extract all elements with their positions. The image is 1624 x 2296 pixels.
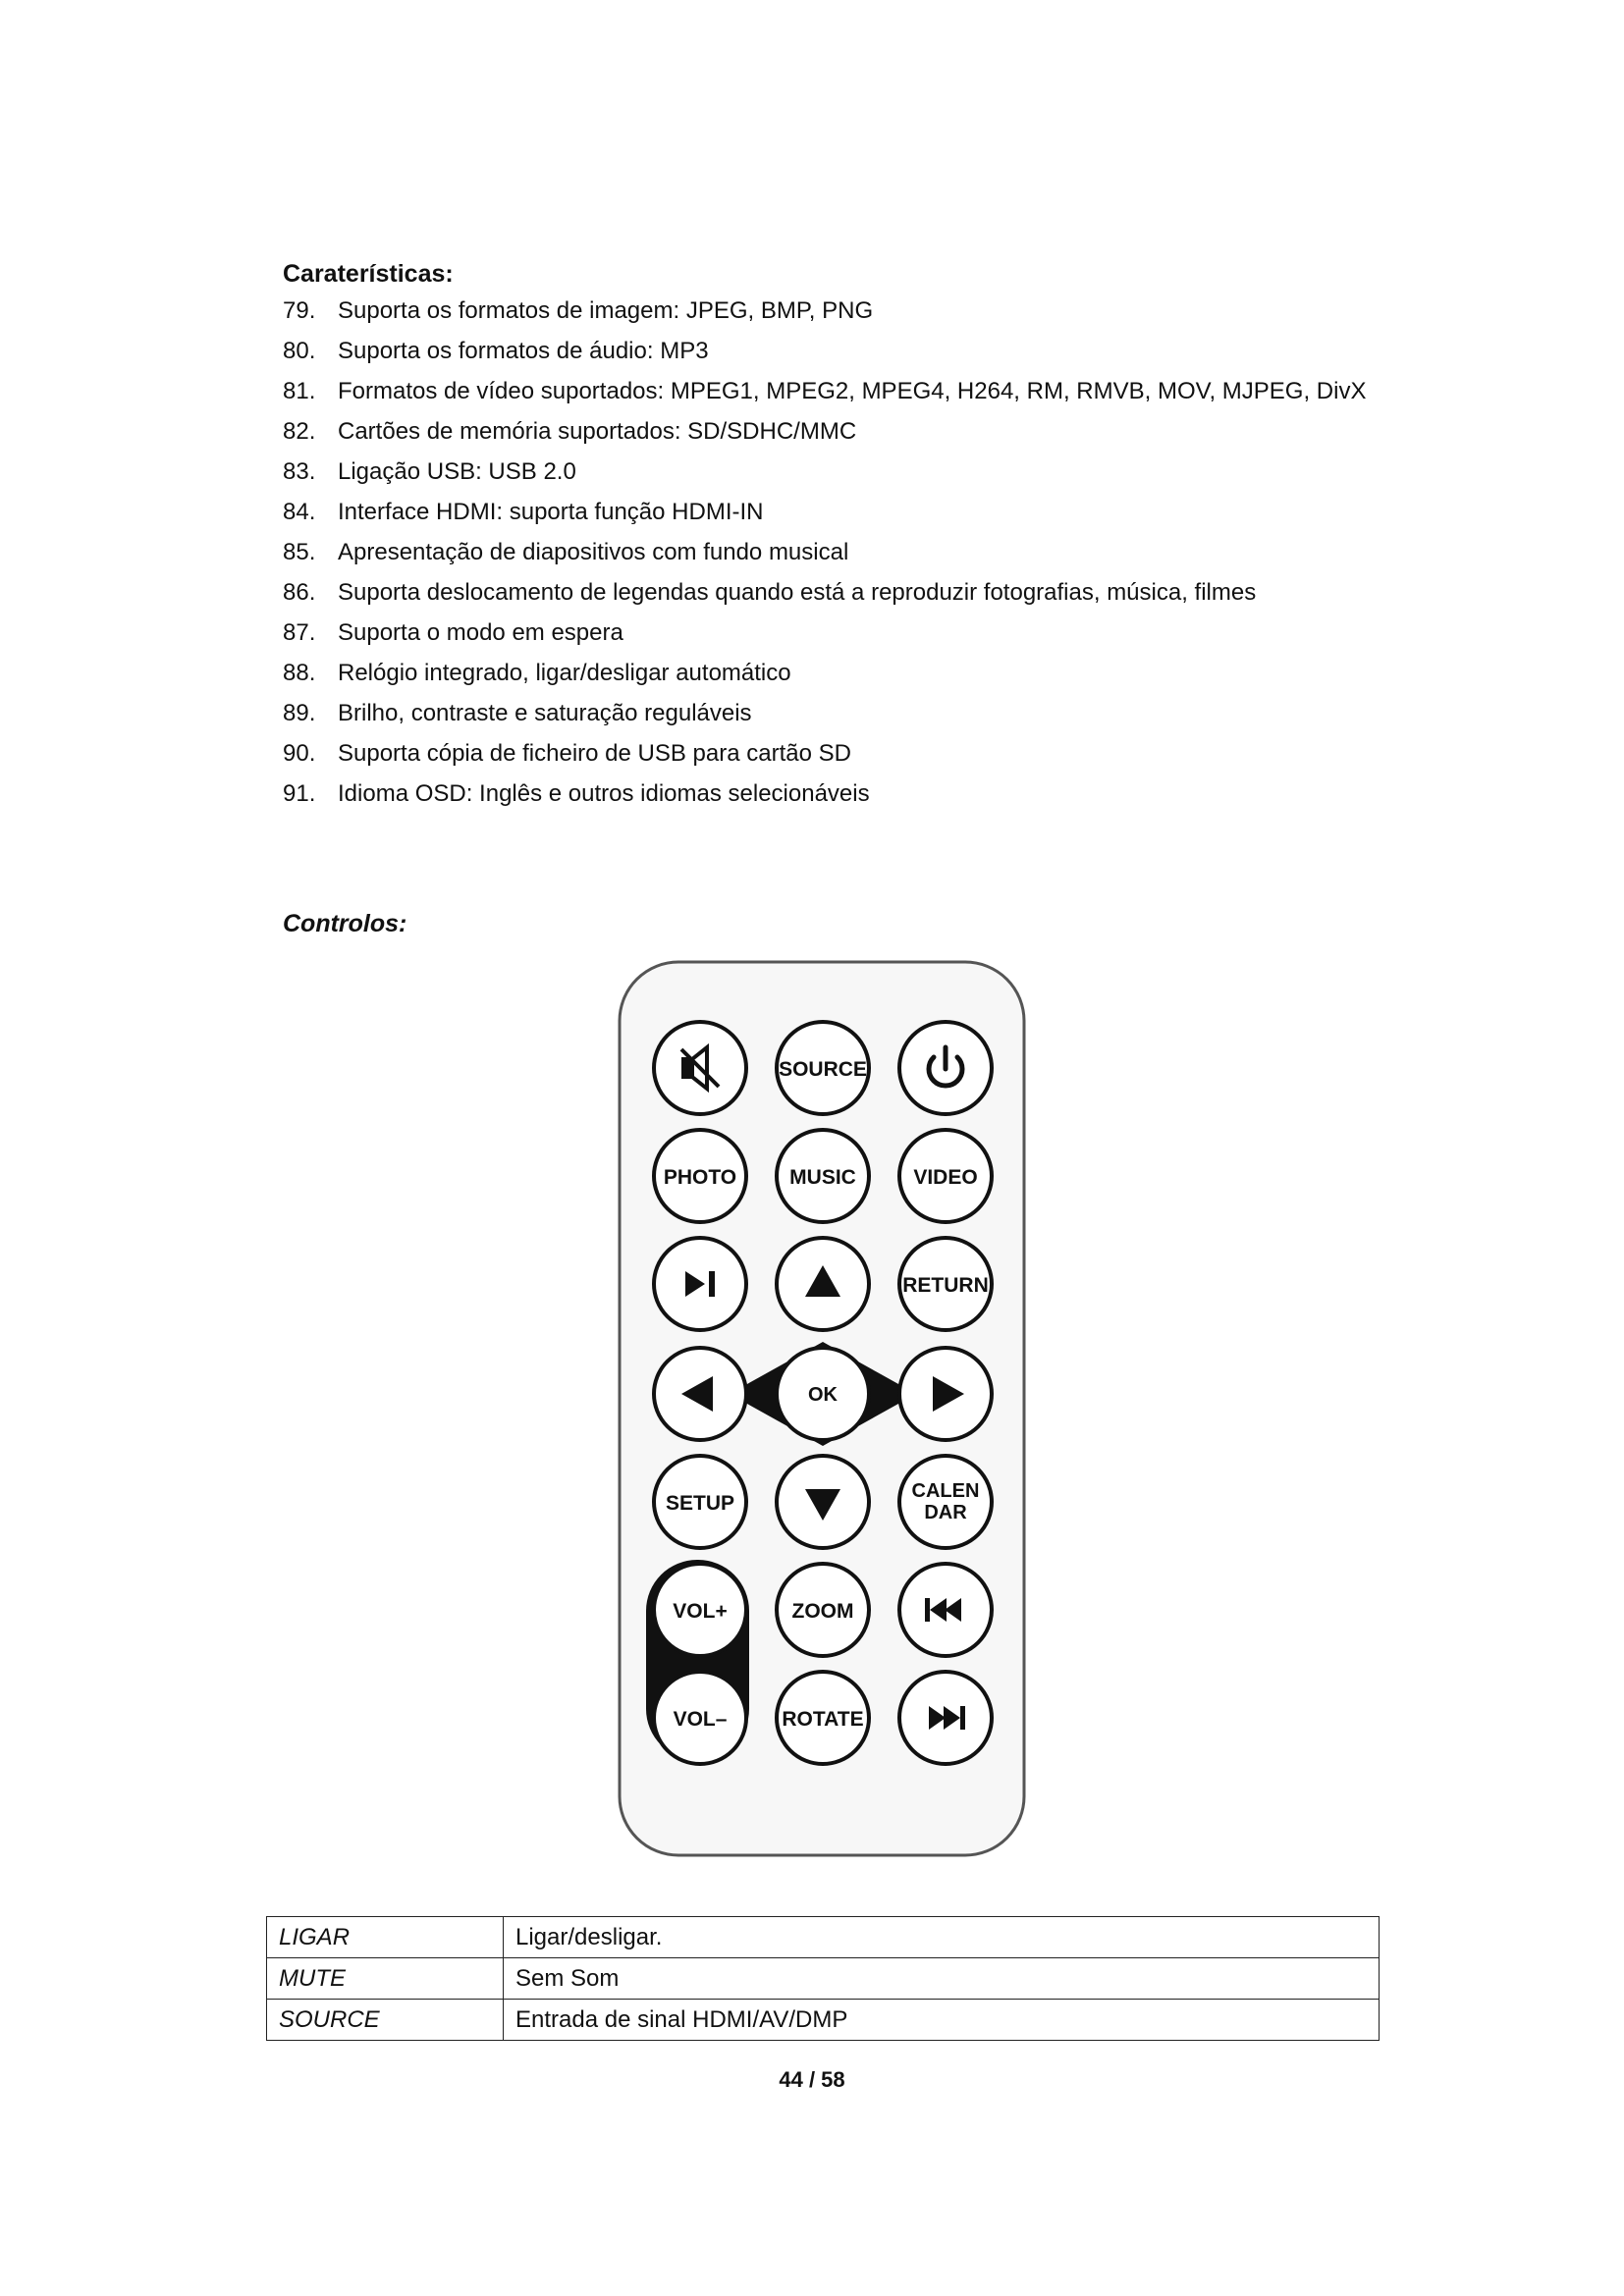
- zoom-label: ZOOM: [791, 1600, 854, 1623]
- feature-number: 83.: [283, 458, 316, 485]
- remote-control-illustration: [617, 959, 1029, 1862]
- feature-number: 87.: [283, 619, 316, 646]
- feature-text: Cartões de memória suportados: SD/SDHC/MMC: [338, 418, 857, 445]
- feature-number: 88.: [283, 660, 316, 686]
- feature-text: Idioma OSD: Inglês e outros idiomas selecionáveis: [338, 780, 870, 807]
- controls-table: [266, 1916, 1380, 2041]
- feature-number: 86.: [283, 579, 316, 606]
- features-list: [283, 294, 1378, 818]
- feature-item: [283, 697, 1378, 730]
- feature-text: Brilho, contraste e saturação reguláveis: [338, 700, 752, 726]
- feature-number: 81.: [283, 378, 316, 404]
- control-description: Sem Som: [504, 1958, 1380, 2000]
- feature-item: [283, 294, 1378, 328]
- table-row: [267, 2000, 1380, 2041]
- setup-label: SETUP: [665, 1492, 735, 1515]
- feature-text: Suporta cópia de ficheiro de USB para cartão SD: [338, 740, 851, 767]
- feature-text: Ligação USB: USB 2.0: [338, 458, 576, 485]
- feature-text: Relógio integrado, ligar/desligar automático: [338, 660, 791, 686]
- feature-text: Suporta o modo em espera: [338, 619, 623, 646]
- vol-down-label: VOL–: [673, 1708, 728, 1731]
- return-label: RETURN: [902, 1274, 989, 1297]
- feature-item: [283, 496, 1378, 529]
- feature-number: 79.: [283, 297, 316, 324]
- feature-item: [283, 335, 1378, 368]
- feature-item: [283, 777, 1378, 811]
- feature-text: Interface HDMI: suporta função HDMI-IN: [338, 499, 764, 525]
- control-key: LIGAR: [267, 1917, 504, 1958]
- control-description: Ligar/desligar.: [504, 1917, 1380, 1958]
- feature-number: 80.: [283, 338, 316, 364]
- photo-label: PHOTO: [663, 1166, 737, 1189]
- feature-number: 84.: [283, 499, 316, 525]
- feature-item: [283, 576, 1378, 610]
- page-number: 44 / 58: [779, 2067, 845, 2092]
- feature-number: 85.: [283, 539, 316, 565]
- control-key: MUTE: [267, 1958, 504, 2000]
- calendar-label-line1: CALEN: [911, 1480, 980, 1502]
- rotate-label: ROTATE: [782, 1708, 864, 1731]
- feature-number: 82.: [283, 418, 316, 445]
- feature-item: [283, 657, 1378, 690]
- feature-item: [283, 455, 1378, 489]
- feature-item: [283, 616, 1378, 650]
- feature-text: Apresentação de diapositivos com fundo musical: [338, 539, 849, 565]
- feature-item: [283, 415, 1378, 449]
- table-row: [267, 1917, 1380, 1958]
- calendar-label-line2: DAR: [924, 1502, 967, 1523]
- feature-text: Suporta os formatos de imagem: JPEG, BMP, PNG: [338, 297, 874, 324]
- feature-item: [283, 536, 1378, 569]
- features-heading: Caraterísticas:: [283, 260, 454, 288]
- ok-label: OK: [808, 1384, 838, 1406]
- feature-number: 89.: [283, 700, 316, 726]
- feature-text: Suporta deslocamento de legendas quando está a reproduzir fotografias, música, filmes: [338, 579, 1257, 606]
- feature-item: [283, 737, 1378, 771]
- feature-number: 91.: [283, 780, 316, 807]
- table-row: [267, 1958, 1380, 2000]
- video-label: VIDEO: [913, 1166, 978, 1189]
- feature-text: Suporta os formatos de áudio: MP3: [338, 338, 709, 364]
- feature-number: 90.: [283, 740, 316, 767]
- source-label: SOURCE: [779, 1058, 867, 1081]
- music-label: MUSIC: [789, 1166, 856, 1189]
- control-description: Entrada de sinal HDMI/AV/DMP: [504, 2000, 1380, 2041]
- controls-heading: Controlos:: [283, 910, 407, 937]
- feature-text: Formatos de vídeo suportados: MPEG1, MPEG2, MPEG4, H264, RM, RMVB, MOV, MJPEG, DivX: [338, 378, 1367, 404]
- feature-item: [283, 375, 1378, 408]
- vol-up-label: VOL+: [673, 1600, 728, 1623]
- control-key: SOURCE: [267, 2000, 504, 2041]
